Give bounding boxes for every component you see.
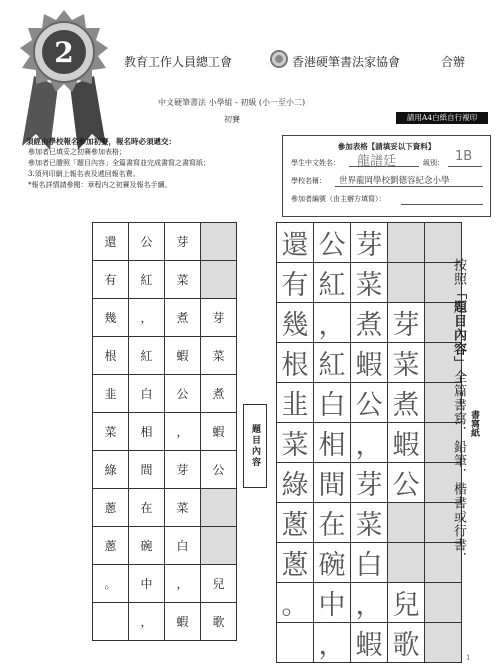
writing-cell[interactable]: 煮: [388, 383, 425, 423]
writing-cell[interactable]: 幾: [277, 303, 314, 343]
reference-cell: 還: [93, 223, 129, 261]
grid-row: [93, 489, 237, 527]
reference-cell: 公: [201, 451, 237, 489]
joint-label: 合辦: [441, 55, 466, 69]
reference-cell: ，: [165, 413, 201, 451]
class-label: 級別：: [423, 159, 444, 167]
reference-cell: 有: [93, 261, 129, 299]
association-seal-icon: [270, 50, 288, 68]
reference-cell: 歌: [201, 603, 237, 641]
reference-cell: 中: [129, 565, 165, 603]
reference-cell: 煮: [201, 375, 237, 413]
grid-row: [93, 299, 237, 337]
writing-cell[interactable]: [388, 223, 425, 263]
grid-row: [277, 223, 462, 263]
writing-cell[interactable]: 公: [314, 223, 351, 263]
id-label: 參加者編號（由主辦方填寫）：: [291, 195, 386, 203]
reference-cell: 碗: [129, 527, 165, 565]
writing-cell[interactable]: 綠: [277, 463, 314, 503]
class-field[interactable]: 1B: [455, 149, 473, 164]
instructions-a: 按照: [451, 258, 466, 286]
writing-cell[interactable]: ，: [351, 583, 388, 623]
reference-cell: 蝦: [165, 337, 201, 375]
writing-cell[interactable]: 蝦: [388, 423, 425, 463]
medal-2-icon: [14, 6, 114, 156]
writing-cell[interactable]: 公: [351, 383, 388, 423]
reference-grid: [92, 222, 237, 641]
reference-cell: [201, 489, 237, 527]
instructions-b: 「題目內容」: [451, 286, 466, 370]
reference-cell: 蝦: [201, 413, 237, 451]
school-field[interactable]: 世界龍岡學校劉德容紀念小學: [339, 176, 450, 186]
reference-cell: 菜: [93, 413, 129, 451]
instructions-c: 全篇書寫．鉛筆．楷書或行書．: [451, 370, 466, 566]
reference-cell: 在: [129, 489, 165, 527]
writing-cell[interactable]: 蝦: [351, 343, 388, 383]
notes-item: 參加者已填妥之初賽參加表格；: [28, 148, 126, 156]
grid-label: 題目內容: [243, 404, 267, 488]
reference-cell: [201, 527, 237, 565]
grid-row: [277, 343, 462, 383]
grid-row: [277, 543, 462, 583]
reference-cell: ，: [129, 299, 165, 337]
grid-row: [93, 527, 237, 565]
subtitle: 中文硬筆書法 小學組 - 初級 (小一至小二): [158, 98, 306, 107]
writing-cell[interactable]: [388, 263, 425, 303]
writing-cell[interactable]: 公: [388, 463, 425, 503]
organizer-left: 教育工作人員總工會: [124, 55, 233, 69]
reference-cell: 間: [129, 451, 165, 489]
writing-cell[interactable]: ，: [351, 423, 388, 463]
reference-cell: 綠: [93, 451, 129, 489]
writing-cell[interactable]: [277, 623, 314, 663]
notes-title: 須經由學校報名參加初賽，報名時必須遞交：: [26, 137, 176, 146]
grid-row: [277, 583, 462, 623]
reference-cell: 根: [93, 337, 129, 375]
grid-row: [277, 423, 462, 463]
grid-row: [93, 565, 237, 603]
reference-cell: 幾: [93, 299, 129, 337]
writing-cell[interactable]: ，: [314, 303, 351, 343]
grid-row: [277, 303, 462, 343]
writing-cell[interactable]: 碗: [314, 543, 351, 583]
writing-cell[interactable]: 。: [277, 583, 314, 623]
medal-number: 2: [54, 36, 74, 69]
writing-cell[interactable]: [388, 543, 425, 583]
reference-cell: 蔥: [93, 489, 129, 527]
paper-tag: 請用A4白紙自行複印: [396, 112, 488, 124]
reference-cell: 白: [129, 375, 165, 413]
grid-row: [93, 451, 237, 489]
reference-cell: 菜: [201, 337, 237, 375]
reference-cell: [201, 223, 237, 261]
reference-cell: 白: [165, 527, 201, 565]
writing-grid[interactable]: [276, 222, 462, 663]
writing-cell[interactable]: 菜: [351, 263, 388, 303]
reference-cell: ，: [165, 565, 201, 603]
writing-cell[interactable]: 菜: [388, 343, 425, 383]
side-label: 書寫紙: [469, 410, 479, 437]
writing-cell[interactable]: 蝦: [351, 623, 388, 663]
writing-cell[interactable]: 蔥: [277, 543, 314, 583]
reference-cell: 蝦: [165, 603, 201, 641]
writing-cell[interactable]: 菜: [351, 503, 388, 543]
writing-cell[interactable]: 菜: [277, 423, 314, 463]
reference-cell: [93, 603, 129, 641]
grid-row: [277, 263, 462, 303]
school-label: 學校名稱：: [291, 177, 326, 185]
grid-row: [93, 223, 237, 261]
reference-cell: 蔥: [93, 527, 129, 565]
grid-row: [277, 503, 462, 543]
writing-cell[interactable]: 還: [277, 223, 314, 263]
grid-row: [277, 463, 462, 503]
reference-cell: 紅: [129, 337, 165, 375]
writing-cell[interactable]: 蔥: [277, 503, 314, 543]
writing-cell[interactable]: 芽: [388, 303, 425, 343]
reference-cell: 紅: [129, 261, 165, 299]
reference-cell: 韭: [93, 375, 129, 413]
writing-cell[interactable]: 在: [314, 503, 351, 543]
writing-cell[interactable]: 韭: [277, 383, 314, 423]
entry-form: [282, 135, 491, 217]
writing-cell[interactable]: 相: [314, 423, 351, 463]
grid-row: [93, 603, 237, 641]
grid-row: [277, 383, 462, 423]
grid-row: [277, 623, 462, 663]
reference-cell: 煮: [165, 299, 201, 337]
entry-form-title: 參加表格【請填妥以下資料】: [337, 142, 436, 151]
reference-cell: ，: [129, 603, 165, 641]
writing-cell[interactable]: 中: [314, 583, 351, 623]
grid-row: [93, 261, 237, 299]
reference-cell: 菜: [165, 261, 201, 299]
organizer-right: 香港硬筆書法家協會: [292, 55, 401, 69]
name-label: 學生中文姓名：: [291, 159, 340, 167]
notes-item: 3.須列印網上報名表及遞回報名費。: [28, 170, 140, 178]
notes-box: [4, 136, 276, 212]
writing-cell[interactable]: 芽: [351, 463, 388, 503]
page-number: 1: [466, 654, 471, 662]
grid-row: [93, 337, 237, 375]
grid-row: [93, 413, 237, 451]
reference-cell: 相: [129, 413, 165, 451]
writing-cell[interactable]: 根: [277, 343, 314, 383]
notes-item: 參加者已謄照「題目內容」全篇書寫並完成書寫之書寫紙；: [28, 159, 210, 167]
writing-cell[interactable]: 煮: [351, 303, 388, 343]
reference-cell: 菜: [165, 489, 201, 527]
writing-cell[interactable]: 紅: [314, 263, 351, 303]
reference-cell: 公: [165, 375, 201, 413]
writing-cell[interactable]: [388, 503, 425, 543]
writing-cell[interactable]: 紅: [314, 343, 351, 383]
reference-cell: 。: [93, 565, 129, 603]
writing-cell[interactable]: 白: [314, 383, 351, 423]
writing-cell[interactable]: 歌: [388, 623, 425, 663]
writing-cell[interactable]: ，: [314, 623, 351, 663]
writing-cell[interactable]: 白: [351, 543, 388, 583]
reference-cell: 公: [129, 223, 165, 261]
writing-cell[interactable]: 有: [277, 263, 314, 303]
name-field[interactable]: 龍譜廷: [357, 154, 397, 169]
reference-cell: 芽: [165, 451, 201, 489]
notes-item: *報名詳情請參閱：章程内之初賽及報名手續。: [28, 181, 172, 189]
writing-cell[interactable]: 兒: [388, 583, 425, 623]
writing-cell[interactable]: [425, 623, 462, 663]
round-label: 初賽: [224, 115, 240, 124]
writing-cell[interactable]: [425, 223, 462, 263]
writing-cell[interactable]: 間: [314, 463, 351, 503]
reference-cell: 芽: [201, 299, 237, 337]
reference-cell: [201, 261, 237, 299]
grid-row: [93, 375, 237, 413]
writing-cell[interactable]: 芽: [351, 223, 388, 263]
reference-cell: 兒: [201, 565, 237, 603]
reference-cell: 芽: [165, 223, 201, 261]
